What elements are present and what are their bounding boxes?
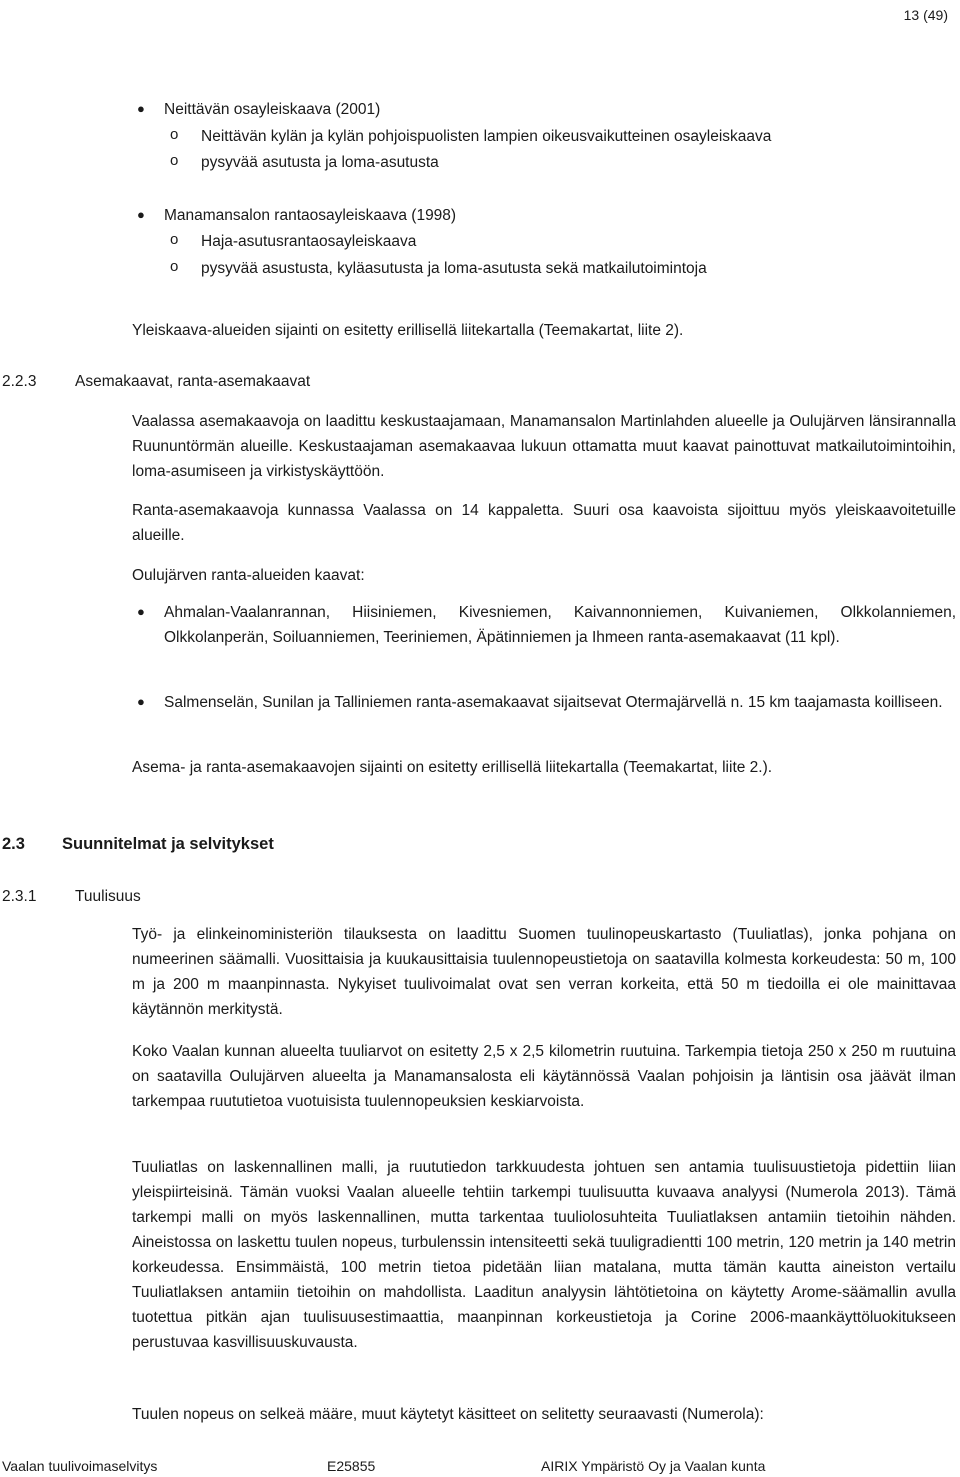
section-title: Asemakaavat, ranta-asemakaavat — [75, 373, 311, 390]
section-title: Suunnitelmat ja selvitykset — [62, 835, 274, 853]
paragraph: Tuulen nopeus on selkeä määre, muut käytetyt käsitteet on selitetty seuraavasti (Numerola): — [132, 1406, 764, 1423]
list-item: Neittävän osayleiskaava (2001) — [164, 101, 381, 118]
subsection-number: 2.3.1 — [2, 888, 37, 905]
sub-bullet-icon: o — [170, 126, 179, 143]
footer-center: E25855 — [327, 1458, 376, 1474]
footer-left: Vaalan tuulivoimaselvitys — [2, 1458, 158, 1474]
paragraph: Vaalassa asemakaavoja on laadittu keskustaajamaan, Manamansalon Martinlahden alueelle ja Oulujärven länsirannalla Ruununtörmän alueille. Keskustaajaman asemakaavaa lukuun ottamatta muut kaavat painottuvat matkailutoimintoihin, loma-asumiseen ja virkistyskäyttöön. — [132, 413, 956, 480]
paragraph: Koko Vaalan kunnan alueelta tuuliarvot on esitetty 2,5 x 2,5 kilometrin ruutuina. Tarkempia tietoja 250 x 250 m ruutuina on saatavilla Oulujärven alueelta ja Manamansalosta eli käytännössä Vaalan pohjoisin ja läntisin osa jäävät ilman tarkempaa ruututietoa vuotuisista tuulennopeuksien keskiarvoista. — [132, 1043, 956, 1110]
bullet-icon: ● — [137, 694, 145, 709]
location-note: Yleiskaava-alueiden sijainti on esitetty erillisellä liitekartalla (Teemakartat, liite 2). — [132, 322, 684, 339]
bullet-icon: ● — [137, 207, 145, 222]
sub-bullet-icon: o — [170, 231, 179, 248]
list-item: Ahmalan-Vaalanrannan, Hiisiniemen, Kivesniemen, Kaivannonniemen, Kuivaniemen, Olkkolanniemen, Olkkolanperän, Soiluanniemen, Teeriniemen, Äpätinniemen ja Ihmeen ranta-asemakaavat (11 kpl). — [164, 604, 956, 646]
paragraph: Tuuliatlas on laskennallinen malli, ja ruututiedon tarkkuudesta johtuen sen antamia tuulisuustietoja pidettiin liian yleispiirteisinä. Tämän vuoksi Vaalan alueelle tehtiin tarkempi tuulisuutta kuvaava analyysi (Numerola 2013). Tämä tarkempi malli on myös laskennallinen, mutta tarkentaa tuuliolosuhteita Tuuliatlaksen antamiin tietoihin nähden. Aineistossa on laskettu tuulen nopeus, turbulenssin intensiteetti sekä tuuligradientti 100 metrin, 120 metrin ja 140 metrin korkeudessa. Ensimmäistä, 100 metrin tietoa pidetään liian matalana, mutta tämän kautta aineiston vertailu Tuuliatlaksen antamiin tietoihin on mahdollista. Laaditun analyysin lähtötietoina on käytetty Arome-säämallin avulla tuotettua pitkän ajan tuulisuusestimaattia, maanpinnan korkeustietoja ja Corine 2006-maankäyttöluokitukseen perustuvaa kasvillisuuskuvausta. — [132, 1159, 956, 1351]
subsection-title: Tuulisuus — [75, 888, 141, 905]
footer-right: AIRIX Ympäristö Oy ja Vaalan kunta — [541, 1458, 766, 1474]
bullet-icon: ● — [137, 604, 145, 619]
paragraph: Työ- ja elinkeinoministeriön tilauksesta on laadittu Suomen tuulinopeuskartasto (Tuuliatlas), jonka pohjana on numeerinen säämalli. Vuosittaisia ja kuukausittaisia tuulennopeustietoja on saatavilla kolmesta korkeudesta: 50 m, 100 m ja 200 m maanpinnasta. Nykyiset tuulivoimalat ovat sen verran korkeita, että 50 m tiedoilla ei ole mainittavaa käytännön merkitystä. — [132, 926, 956, 1018]
sub-list-item: pysyvää asustusta, kyläasutusta ja loma-asutusta sekä matkailutoimintoja — [201, 260, 707, 277]
sub-list-item: Haja-asutusrantaosayleiskaava — [201, 233, 417, 250]
page-number: 13 (49) — [903, 7, 948, 23]
sub-list-item: pysyvää asutusta ja loma-asutusta — [201, 154, 439, 171]
section-number: 2.3 — [2, 835, 25, 853]
bullet-icon: ● — [137, 101, 145, 116]
list-item: Salmenselän, Sunilan ja Talliniemen ranta-asemakaavat sijaitsevat Otermajärvellä n. 15 km taajamasta koilliseen. — [164, 694, 943, 711]
sub-bullet-icon: o — [170, 152, 179, 169]
list-item: Manamansalon rantaosayleiskaava (1998) — [164, 207, 457, 224]
paragraph: Ranta-asemakaavoja kunnassa Vaalassa on 14 kappaletta. Suuri osa kaavoista sijoittuu myös yleiskaavoitetuille alueille. — [132, 502, 956, 544]
section-number: 2.2.3 — [2, 373, 37, 390]
sub-bullet-icon: o — [170, 258, 179, 275]
paragraph: Asema- ja ranta-asemakaavojen sijainti on esitetty erillisellä liitekartalla (Teemakartat, liite 2.). — [132, 759, 773, 776]
sub-list-item: Neittävän kylän ja kylän pohjoispuolisten lampien oikeusvaikutteinen osayleiskaava — [201, 128, 772, 145]
paragraph: Oulujärven ranta-alueiden kaavat: — [132, 567, 365, 584]
